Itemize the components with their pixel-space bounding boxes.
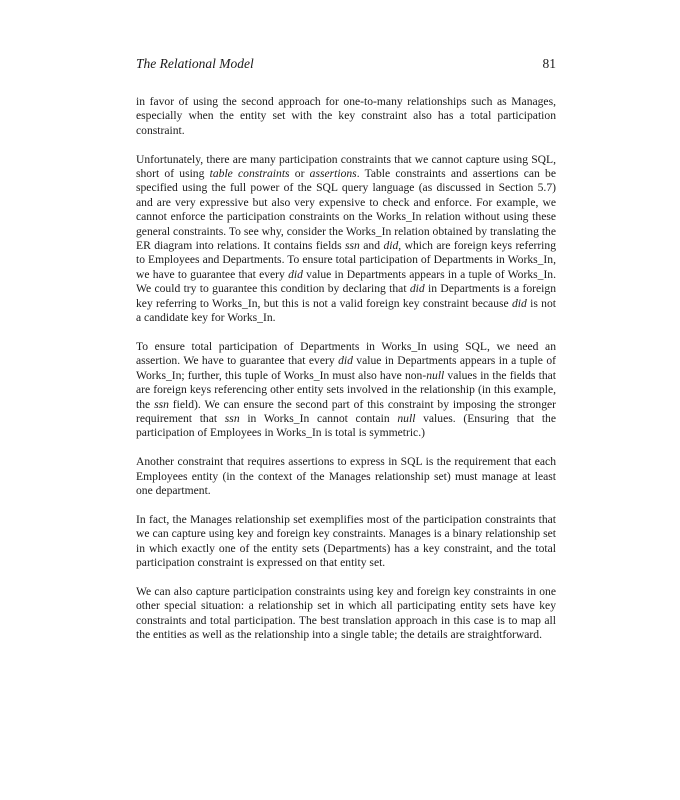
body-text	[136, 95, 556, 642]
text-run: is not a candidate key for Works_In.	[136, 296, 556, 325]
italic-term: assertions	[309, 167, 357, 181]
italic-term: did	[409, 282, 425, 296]
running-head	[136, 56, 556, 76]
text-run: values. (Ensuring that the participation of Employees in Works_In is total is symmetric.)	[136, 411, 556, 440]
paragraph	[136, 513, 556, 571]
text-run: in Departments is a foreign key referring to Works_In, but this is not a valid foreign key constraint because	[136, 282, 556, 310]
text-run: Another constraint that requires assertions to express in SQL is the requirement that each Employees entity (in the context of the Manages relationship set) must manage at least one department.	[136, 455, 556, 497]
paragraph	[136, 95, 556, 138]
page-number: 81	[542, 56, 556, 71]
italic-term: did	[338, 354, 353, 368]
italic-term: table constraints	[209, 167, 290, 181]
paragraph	[136, 153, 556, 326]
text-run: In fact, the Manages relationship set exemplifies most of the participation constraints that we can capture using key and foreign key constraints. Manages is a binary relationship set in which exactly one of the entity sets (Departments) has a key constraint, and the total participation constraint is expressed on that entity set.	[136, 512, 556, 569]
text-run: To ensure total participation of Departments in Works_In using SQL, we need an assertion. We have to guarantee that every	[136, 339, 556, 368]
text-run: field). We can ensure the second part of this constraint by imposing the stronger requirement that	[136, 397, 556, 425]
italic-term: ssn	[345, 239, 360, 253]
text-run: value in Departments appears in a tuple of Works_In; further, this tuple of Works_In must also have non-	[136, 354, 556, 382]
italic-term: ssn	[154, 397, 169, 411]
italic-term: null	[397, 411, 416, 425]
text-run: . Table constraints and assertions can be specified using the full power of the SQL query language (as discussed in Section 5.7) and are very expressive but also very expensive to check and enforce. For example, we cannot enforce the participation constraints on the Works_In relation without using these general constraints. To see why, consider the Works_In relation obtained by translating the ER diagram into relations. It contains fields	[136, 167, 556, 253]
text-run: Unfortunately, there are many participation constraints that we cannot capture using SQL, short of using	[136, 152, 556, 181]
italic-term: ssn	[224, 411, 240, 425]
text-run: values in the fields that are foreign keys referencing other entity sets involved in the relationship (in this example, the	[136, 368, 556, 411]
text-run: in favor of using the second approach for one-to-many relationships such as Manages, especially when the entity set with the key constraint also has a total participation constraint.	[136, 95, 556, 137]
text-run: in Works_In cannot contain	[239, 411, 398, 425]
italic-term: did	[511, 296, 527, 310]
text-run: and	[359, 239, 384, 253]
italic-term: null	[426, 368, 445, 382]
paragraph	[136, 340, 556, 441]
text-run: , which are foreign keys referring to Employees and Departments. To ensure total participation of Departments in Works_In, we have to guarantee that every	[136, 239, 556, 281]
text-run: value in Departments appears in a tuple of Works_In. We could try to guarantee this condition by declaring that	[136, 267, 556, 296]
italic-term: did	[383, 239, 399, 253]
paragraph	[136, 585, 556, 643]
italic-term: did	[288, 267, 303, 281]
text-run: We can also capture participation constraints using key and foreign key constraints in one other special situation: a relationship set in which all participating entity sets have key constraints and total participation. The best translation approach in this case is to map all the entities as well as the relationship into a single table; the details are straightforward.	[136, 584, 556, 641]
paragraph	[136, 455, 556, 498]
text-run: or	[289, 167, 310, 181]
chapter-title: The Relational Model	[136, 56, 254, 71]
